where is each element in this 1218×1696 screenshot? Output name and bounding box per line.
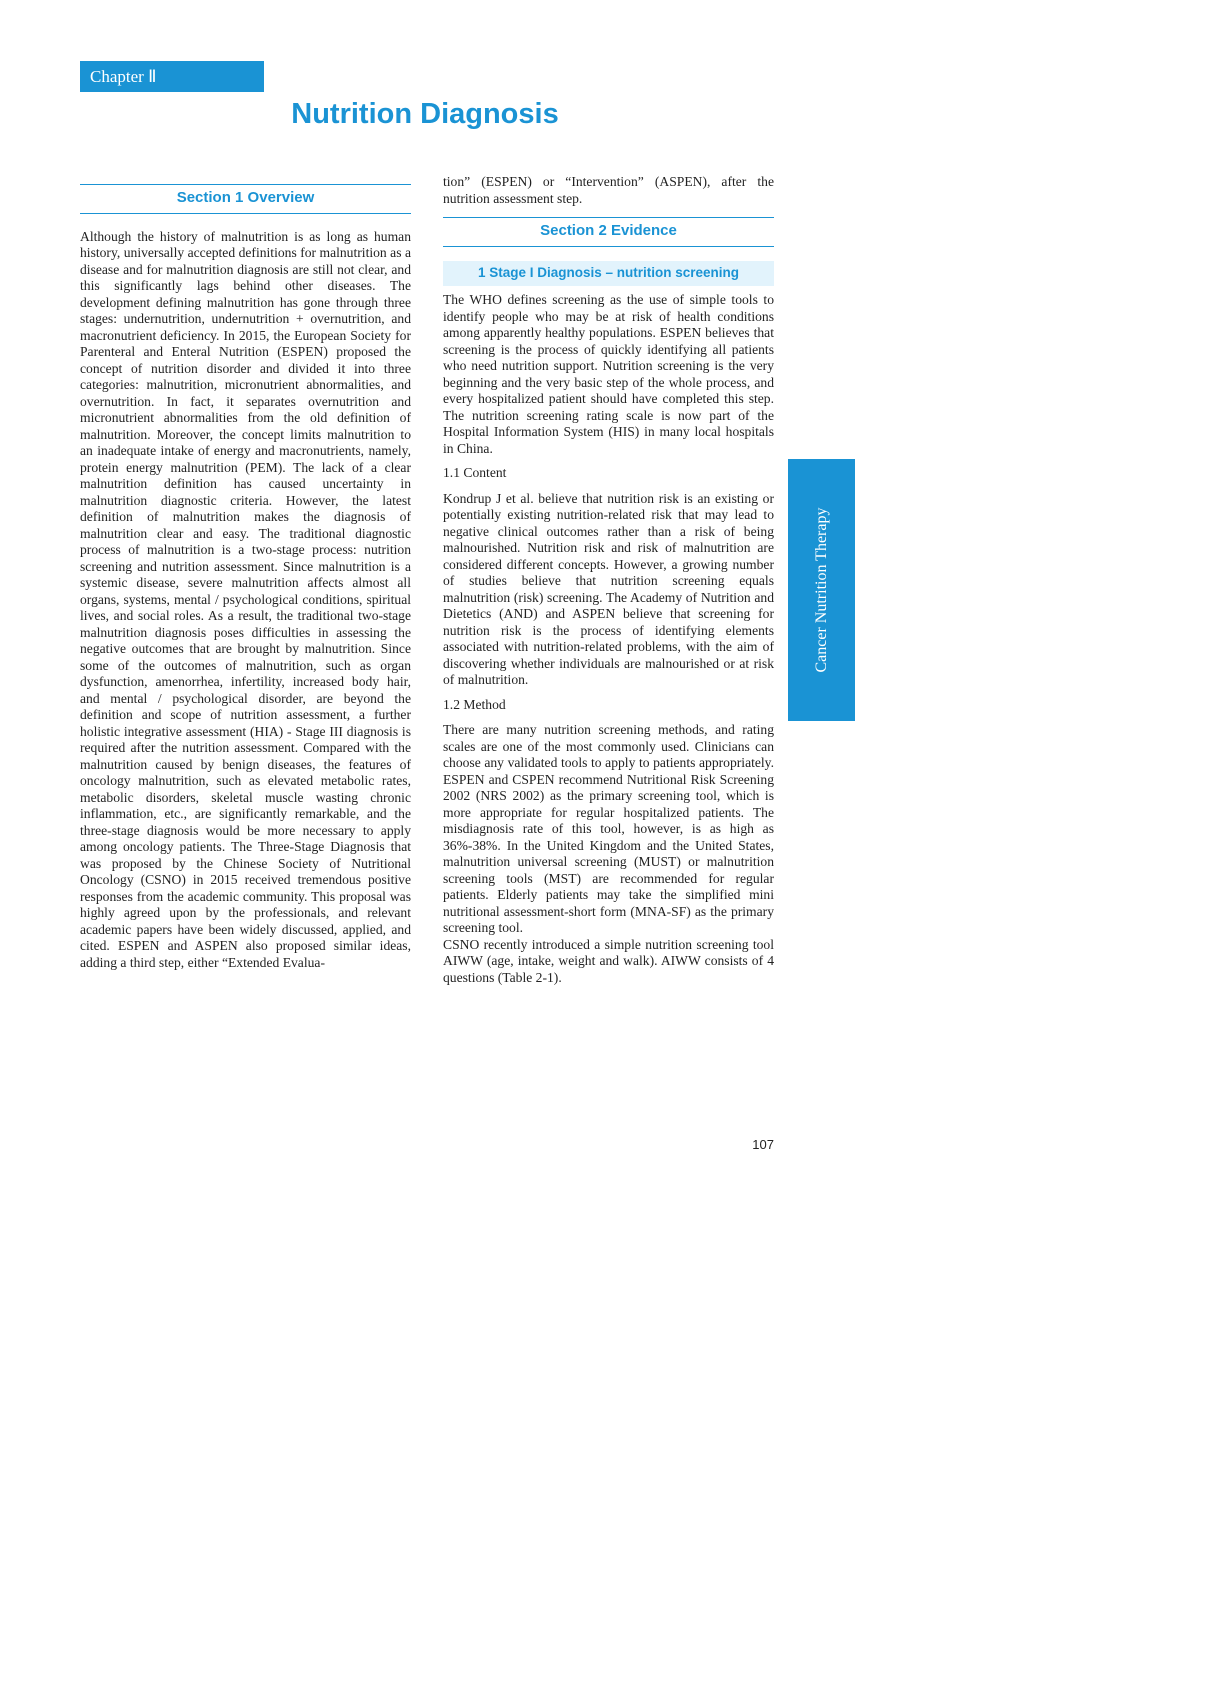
section-1-heading: Section 1 Overview (80, 184, 411, 214)
method-paragraph-2: CSNO recently introduced a simple nutrition screening tool AIWW (age, intake, weight and walk). AIWW consists of 4 questions (Table 2-1). (443, 936, 774, 985)
section-1-paragraph: Although the history of malnutrition is as long as human history, universally accepted definitions for malnutrition as a disease and for malnutrition diagnosis are still not clear, and this significantly lags behind other diseases. The development defining malnutrition has gone through three stages: undernutrition, undernutrition + overnutrition, and macronutrient deficiency. In 2015, the European Society for Parenteral and Enteral Nutrition (ESPEN) proposed the concept of nutrition disorder and divided it into three categories: malnutrition, micronutrient abnormalities, and overnutrition. In fact, it separates overnutrition and micronutrient abnormalities from the old definition of malnutrition. Moreover, the concept limits malnutrition to an inadequate intake of energy and macronutrients, namely, protein energy malnutrition (PEM). The lack of a clear malnutrition definition has caused uncertainty in malnutrition diagnostic criteria. However, the latest definition of malnutrition makes the diagnosis of malnutrition clear and easy. The traditional diagnostic process of malnutrition is a two-stage process: nutrition screening and nutrition assessment. Since malnutrition is a systemic disease, severe malnutrition affects almost all organs, systems, mental / psychological conditions, spiritual lives, and social roles. As a result, the traditional two-stage malnutrition diagnosis poses difficulties in assessing the negative outcomes that are brought by malnutrition. Since some of the outcomes of malnutrition, such as organ dysfunction, amenorrhea, infertility, increased body hair, and mental / psychological disorder, are beyond the definition and scope of nutrition assessment, a further holistic integrative assessment (HIA) - Stage III diagnosis is required after the nutrition assessment. Compared with the malnutrition caused by benign diseases, the features of oncology malnutrition, such as elevated metabolic rates, metabolic disorders, skeletal muscle wasting chronic inflammation, etc., are significantly remarkable, and the three-stage diagnosis would be more necessary to apply among oncology patients. The Three-Stage Diagnosis that was proposed by the Chinese Society of Nutritional Oncology (CSNO) in 2015 received tremendous positive responses from the academic community. This proposal was highly agreed upon by the professionals, and relevant academic papers have been widely discussed, applied, and cited. ESPEN and ASPEN also proposed similar ideas, adding a third step, either “Extended Evalua- (80, 228, 411, 970)
side-tab-label: Cancer Nutrition Therapy (812, 507, 830, 673)
page-number: 107 (752, 1137, 774, 1152)
content-paragraph: Kondrup J et al. believe that nutrition risk is an existing or potentially existing nutrition-related risk that may lead to negative clinical outcomes rather than a risk of being malnourished. Nutrition risk and risk of malnutrition are considered different concepts. However, a growing number of studies believe that nutrition screening equals malnutrition (risk) screening. The Academy of Nutrition and Dietetics (AND) and ASPEN believe that screening for nutrition risk is the process of identifying elements associated with nutrition-related problems, with the aim of discovering whether individuals are malnourished or at risk of malnutrition. (443, 490, 774, 687)
method-paragraph-1: There are many nutrition screening methods, and rating scales are one of the most commonly used. Clinicians can choose any validated tools to apply to patients appropriately. ESPEN and CSPEN recommend Nutritional Risk Screening 2002 (NRS 2002) as the primary screening tool, which is more appropriate for regular hospitalized patients. The misdiagnosis rate of this tool, however, is as high as 36%-38%. In the United Kingdom and the United States, malnutrition universal screening (MUST) or malnutrition screening tools (MST) are recommended for regular patients. Elderly patients may take the simplified mini nutritional assessment-short form (MNA-SF) as the primary screening tool. (443, 722, 774, 935)
content-heading: 1.1 Content (443, 465, 507, 480)
left-column (80, 184, 411, 971)
section-1-continuation: tion” (ESPEN) or “Intervention” (ASPEN), after the nutrition assessment step. (443, 174, 774, 206)
stage-1-heading: 1 Stage I Diagnosis – nutrition screening (443, 261, 774, 287)
side-tab (788, 459, 855, 721)
chapter-label: Chapter Ⅱ (80, 61, 264, 92)
right-column (443, 174, 774, 986)
method-heading: 1.2 Method (443, 696, 506, 712)
page-title: Nutrition Diagnosis (291, 98, 559, 130)
section-2-heading: Section 2 Evidence (443, 217, 774, 247)
screening-intro-paragraph: The WHO defines screening as the use of simple tools to identify people who may be at risk of health conditions among apparently healthy populations. ESPEN believes that screening is the process of quickly identifying all patients who need nutrition support. Nutrition screening is the very beginning and the very basic step of the whole process, and every hospitalized patient should have completed this step. The nutrition screening rating scale is now part of the Hospital Information System (HIS) in many local hospitals in China. (443, 292, 774, 456)
